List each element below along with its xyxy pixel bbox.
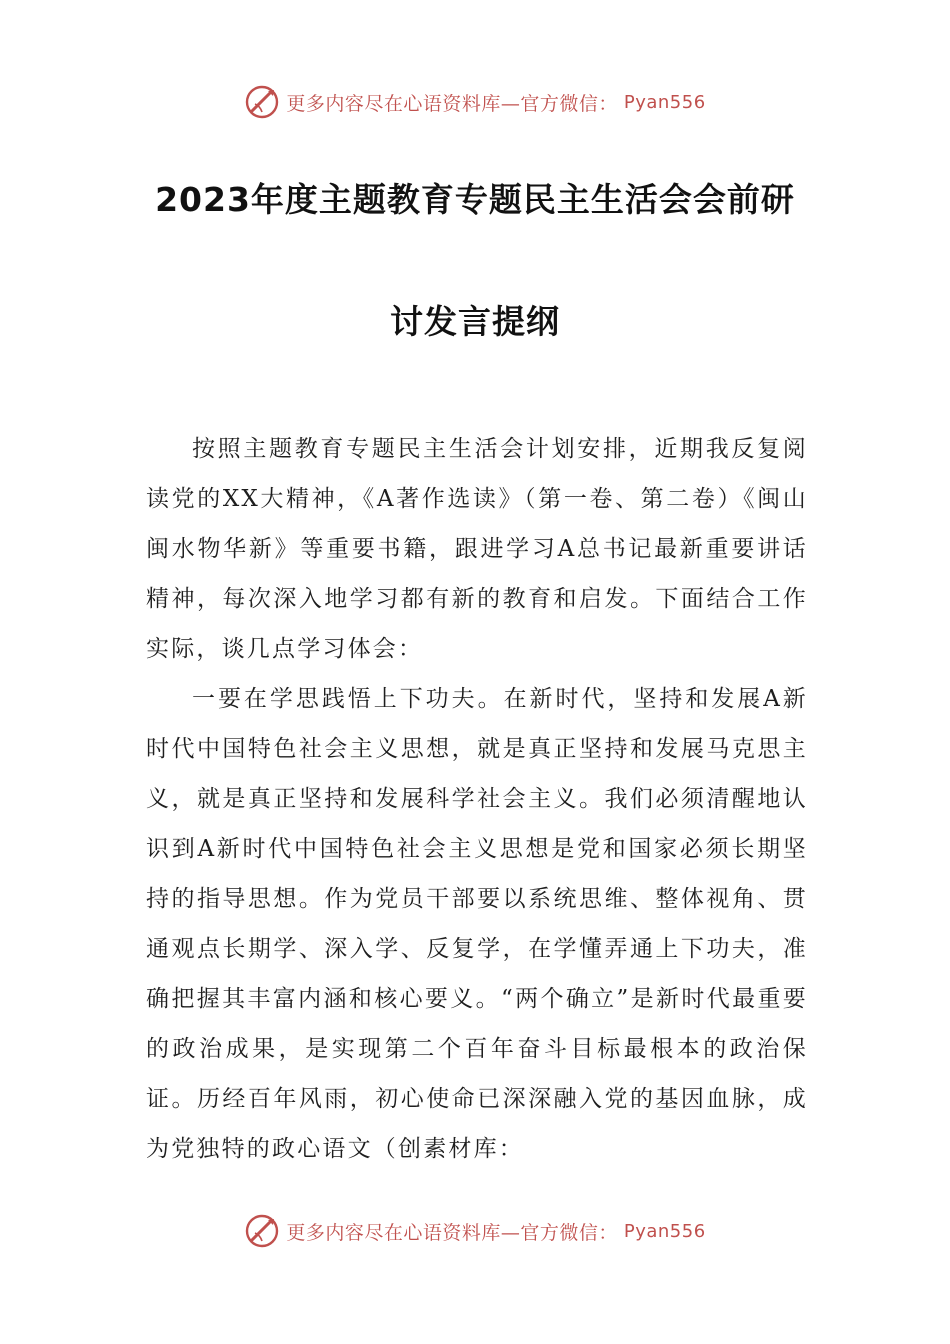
quill-seal-icon (244, 1213, 280, 1249)
watermark-text: 更多内容尽在心语资料库—官方微信： (286, 92, 618, 115)
watermark-text: 更多内容尽在心语资料库—官方微信： (286, 1221, 618, 1244)
document-body (146, 424, 808, 1174)
footer-watermark (0, 1209, 950, 1253)
watermark-wechat-id: Pyan556 (623, 91, 706, 113)
quill-seal-icon (244, 84, 280, 120)
header-watermark (0, 80, 950, 124)
document-title-line-2: 讨发言提纲 (390, 302, 560, 341)
body-paragraph-point-one: 一要在学思践悟上下功夫。在新时代，坚持和发展A新时代中国特色社会主义思想，就是真正坚持和发展马克思主义，就是真正坚持和发展科学社会主义。我们必须清醒地认识到A新时代中国特色社会主义思想是党和国家必须长期坚持的指导思想。作为党员干部要以系统思维、整体视角、贯通观点长期学、深入学、反复学，在学懂弄通上下功夫，准确把握其丰富内涵和核心要义。“两个确立”是新时代最重要的政治成果，是实现第二个百年奋斗目标最根本的政治保证。历经百年风雨，初心使命已深深融入党的基因血脉，成为党独特的政心语文（创素材库： (146, 686, 808, 1162)
watermark-wechat-id: Pyan556 (623, 1220, 706, 1242)
document-title-line-1: 2023年度主题教育专题民主生活会会前研 (155, 180, 795, 219)
body-paragraph-intro: 按照主题教育专题民主生活会计划安排，近期我反复阅读党的XX大精神，《A著作选读》（第一卷、第二卷）《闽山闽水物华新》等重要书籍，跟进学习A总书记最新重要讲话精神，每次深入地学习都有新的教育和启发。下面结合工作实际，谈几点学习体会： (146, 436, 808, 662)
